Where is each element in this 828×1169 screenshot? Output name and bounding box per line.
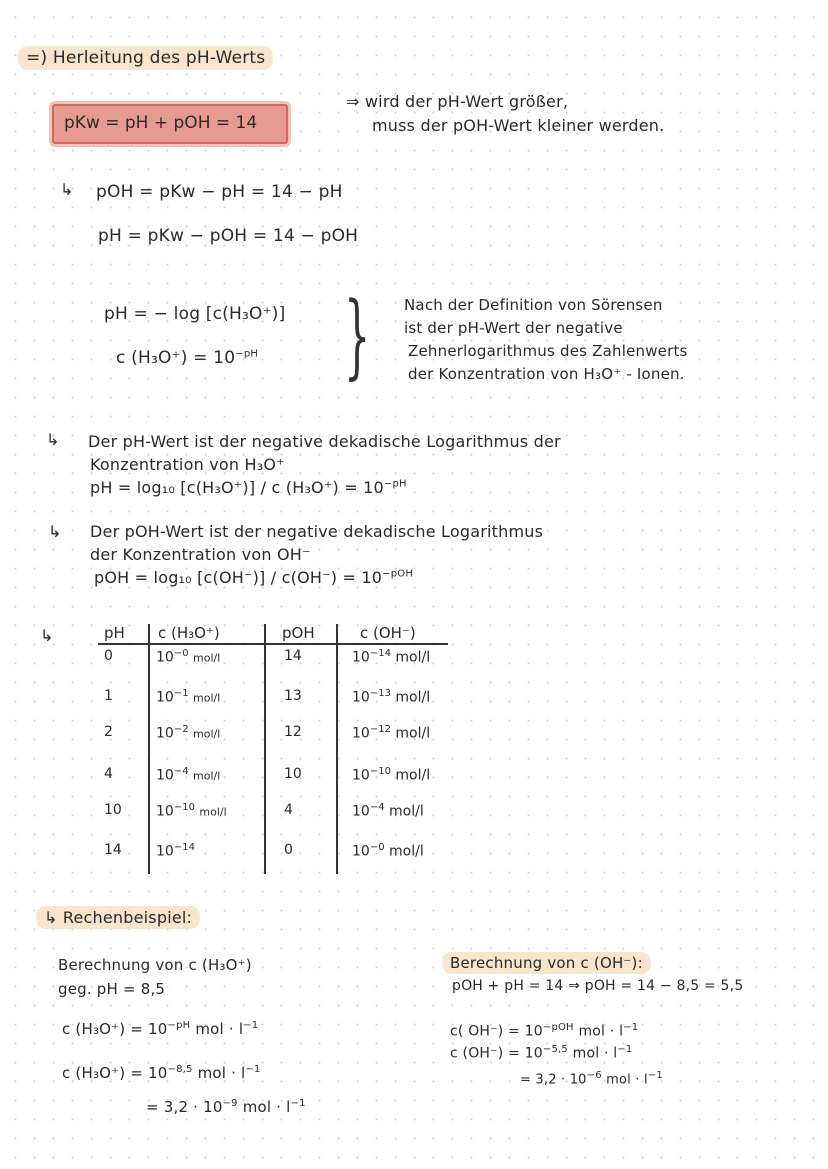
table-cell-poh: 13 [284,688,302,704]
table-cell-oh: $10^{-14}$ mol/l [352,648,431,666]
table-cell-h3o: $10^{-14}$ [156,842,195,860]
ph-statement-2: Konzentration von H₃O⁺ [90,455,285,474]
table-header-poh: pOH [282,624,315,642]
poh-rearranged: pOH = pKw − pH = 14 − pH [96,182,343,202]
ph-statement-3: pH = log₁₀ [c(H₃O⁺)] / c $(H_3O^+) = 10^{-pH}$ [90,478,407,497]
table-cell-oh: $10^{-0}$ mol/l [352,842,424,860]
definition-text-3: Zehnerlogarithmus des Zahlenwerts [408,342,688,360]
example-title: ↳ Rechenbeispiel: [36,906,200,929]
table-cell-oh: $10^{-10}$ mol/l [352,766,431,784]
left-example-given: geg. pH = 8,5 [58,980,166,998]
table-cell-poh: 10 [284,766,302,782]
table-cell-h3o: $10^{-4}$ mol/l [156,766,221,784]
right-example-line-0: pOH + pH = 14 ⇒ pOH = 14 − 8,5 = 5,5 [452,978,744,994]
table-cell-ph: 14 [104,842,122,858]
table-cell-poh: 14 [284,648,302,664]
table-cell-poh: 4 [284,802,293,818]
conc-formula: c $(H_3O^+) = 10^{-pH}$ [116,348,259,368]
page-heading: =) Herleitung des pH-Werts [18,46,273,70]
definition-text-2: ist der pH-Wert der negative [404,319,623,337]
table-header-line [98,643,448,645]
table-cell-ph: 0 [104,648,113,664]
pkw-formula: pKw = pH + pOH = 14 [64,113,258,133]
table-cell-ph: 10 [104,802,122,818]
note-line-2: muss der pOH-Wert kleiner werden. [372,116,665,135]
arrow-icon: ↳ [48,522,62,541]
right-example-title: Berechnung von c (OH⁻): [442,952,651,974]
table-cell-ph: 4 [104,766,113,782]
table-header-h3o: c (H₃O⁺) [158,624,220,642]
ph-statement-1: Der pH-Wert ist der negative dekadische Logarithmus der [88,432,561,451]
table-cell-ph: 1 [104,688,113,704]
table-cell-ph: 2 [104,724,113,740]
table-cell-poh: 0 [284,842,293,858]
table-col-divider [264,624,266,874]
note-line-1: ⇒ wird der pH-Wert größer, [346,92,569,111]
poh-statement-1: Der pOH-Wert ist der negative dekadische Logarithmus [90,522,544,541]
ph-log-formula: pH = − log [c(H₃O⁺)] [104,304,286,324]
left-example-line-1: c $(H_3O^+) = 10^{-pH}$ mol · $l^{-1}$ [62,1020,259,1038]
right-example-line-1: c( $OH^-) = 10^{-pOH}$ mol · $l^{-1}$ [450,1022,639,1040]
right-example-line-3: = $3,2 \cdot 10^{-6}$ mol · $l^{-1}$ [520,1070,663,1088]
table-header-oh: c (OH⁻) [360,624,416,642]
table-cell-h3o: $10^{-10}$ mol/l [156,802,227,820]
right-example-line-2: c $(OH^-) = 10^{-5,5}$ mol · $l^{-1}$ [450,1044,633,1062]
arrow-icon: ↳ [40,626,54,645]
table-cell-oh: $10^{-4}$ mol/l [352,802,424,820]
poh-statement-2: der Konzentration von OH⁻ [90,545,311,564]
table-col-divider [148,624,150,874]
pkw-formula-box [52,104,288,144]
table-header-ph: pH [104,624,125,642]
table-cell-h3o: $10^{-0}$ mol/l [156,648,221,666]
arrow-icon: ↳ [46,430,60,449]
brace-icon: } [344,282,371,389]
poh-statement-3: pOH = log₁₀ $[c(OH^-)] / c(OH^-) = 10^{-pOH}$ [94,568,414,587]
table-cell-oh: $10^{-12}$ mol/l [352,724,431,742]
ph-rearranged: pH = pKw − pOH = 14 − pOH [98,226,359,246]
definition-text-4: der Konzentration von H₃O⁺ - Ionen. [408,365,685,383]
definition-text-1: Nach der Definition von Sörensen [404,296,663,314]
table-cell-h3o: $10^{-2}$ mol/l [156,724,221,742]
left-example-line-2: c $(H_3O^+) = 10^{-8,5}$ mol · $l^{-1}$ [62,1064,261,1082]
left-example-line-3: = $3,2 \cdot 10^{-9}$ mol · $l^{-1}$ [146,1098,306,1116]
table-col-divider [336,624,338,874]
arrow-icon: ↳ [60,180,74,199]
table-cell-h3o: $10^{-1}$ mol/l [156,688,221,706]
table-cell-poh: 12 [284,724,302,740]
table-cell-oh: $10^{-13}$ mol/l [352,688,431,706]
left-example-title: Berechnung von c (H₃O⁺) [58,956,252,974]
